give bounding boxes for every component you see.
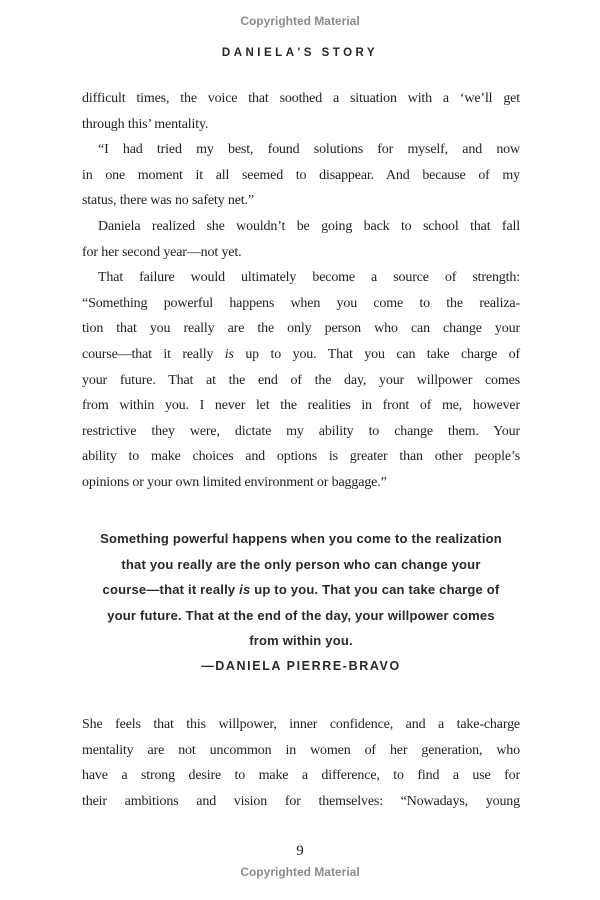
body-line: from within you. I never let the realities in front of me, however <box>82 398 520 414</box>
body-line: for her second year—not yet. <box>82 244 242 260</box>
body-line: opinions or your own limited environment or baggage.” <box>82 474 387 490</box>
body-line: have a strong desire to make a difference, to find a use for <box>82 768 520 784</box>
quote-line: from within you. <box>249 633 353 649</box>
body-line: difficult times, the voice that soothed a situation with a ‘we’ll get <box>82 91 520 106</box>
body-line: tion that you really are the only person who can change your <box>82 321 520 337</box>
body-line: your future. That at the end of the day, your willpower comes <box>82 372 520 388</box>
body-text-after-quote <box>82 712 520 814</box>
copyright-notice-bottom: Copyrighted Material <box>240 865 360 879</box>
pull-quote-lines <box>82 526 520 654</box>
body-line: “Something powerful happens when you come to the realiza- <box>82 295 520 311</box>
body-line: restrictive they were, dictate my ability to change them. Your <box>82 423 520 439</box>
body-line: through this’ mentality. <box>82 116 209 132</box>
body-text-before-quote <box>82 86 520 496</box>
chapter-header: DANIELA'S STORY <box>221 47 379 59</box>
quote-line: course—that it really is up to you. That you can take charge of <box>102 582 500 598</box>
pull-quote <box>82 526 520 680</box>
body-line: That failure would ultimately become a source of strength: <box>98 270 520 286</box>
body-line: course—that it really is up to you. That you can take charge of <box>82 346 520 362</box>
copyright-notice-top: Copyrighted Material <box>240 14 360 28</box>
body-line: in one moment it all seemed to disappear. And because of my <box>82 167 520 183</box>
body-line: Daniela realized she wouldn’t be going back to school that fall <box>98 218 520 234</box>
quote-attribution: —DANIELA PIERRE-BRAVO <box>201 658 401 673</box>
body-line: “I had tried my best, found solutions for myself, and now <box>98 142 520 158</box>
page-number: 9 <box>296 843 304 859</box>
body-line: status, there was no safety net.” <box>82 193 254 209</box>
body-line: mentality are not uncommon in women of her generation, who <box>82 742 520 758</box>
quote-line: Something powerful happens when you come to the realization <box>100 531 502 546</box>
body-line: ability to make choices and options is greater than other people’s <box>82 449 520 465</box>
body-line: their ambitions and vision for themselves: “Nowadays, young <box>82 793 520 809</box>
body-line: She feels that this willpower, inner confidence, and a take-charge <box>82 717 520 732</box>
quote-line: your future. That at the end of the day, your willpower comes <box>107 607 495 623</box>
quote-line: that you really are the only person who can change your <box>121 556 481 572</box>
